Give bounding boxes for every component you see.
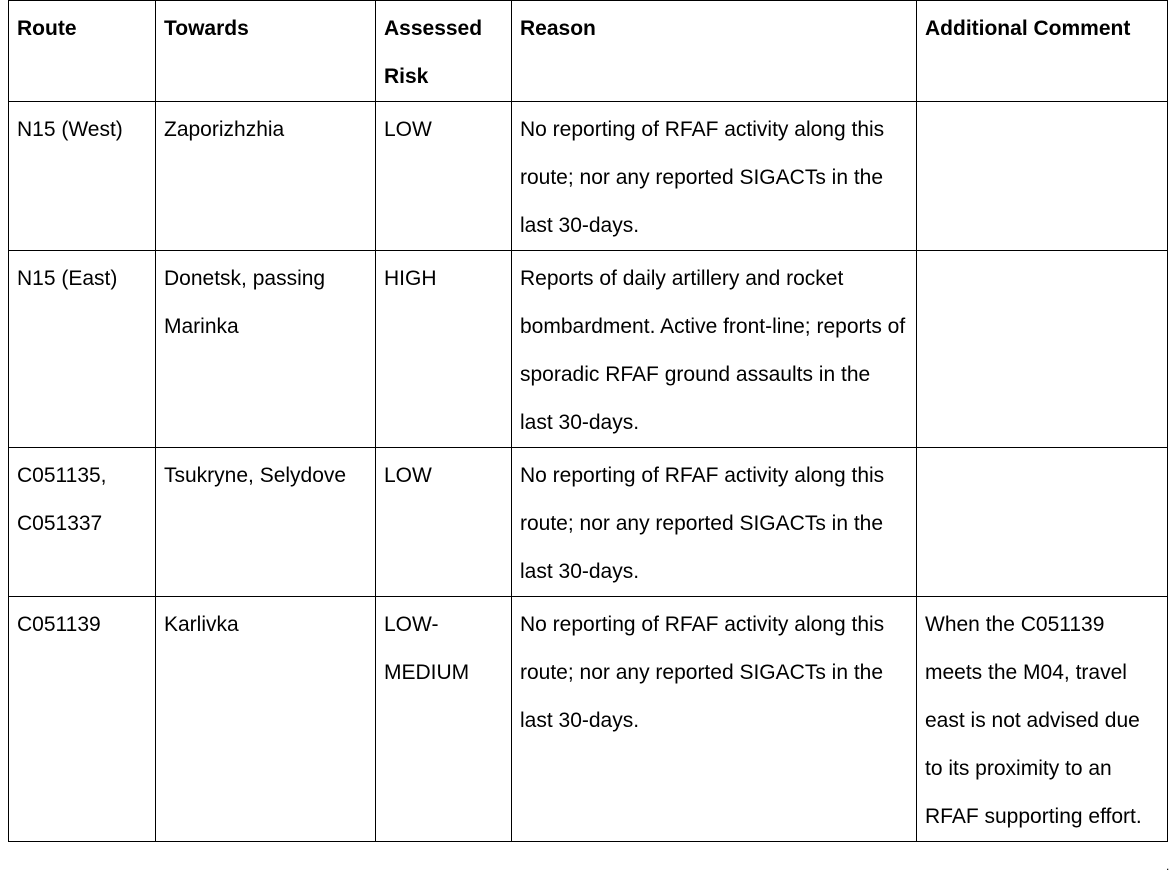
route-risk-table xyxy=(8,0,1168,842)
cell-risk: LOW xyxy=(376,102,512,251)
cell-risk: LOW-MEDIUM xyxy=(376,597,512,842)
header-additional-comment: Additional Comment xyxy=(917,1,1168,102)
cell-towards: Zaporizhzhia xyxy=(156,102,376,251)
cell-towards: Tsukryne, Selydove xyxy=(156,448,376,597)
header-reason: Reason xyxy=(512,1,917,102)
cell-comment xyxy=(917,448,1168,597)
header-assessed-risk: Assessed Risk xyxy=(376,1,512,102)
cell-route: C051135, C051337 xyxy=(9,448,156,597)
cell-route: N15 (East) xyxy=(9,251,156,448)
cell-comment xyxy=(917,102,1168,251)
cell-route: C051139 xyxy=(9,597,156,842)
cell-reason: No reporting of RFAF activity along this route; nor any reported SIGACTs in the last 30-days. xyxy=(512,448,917,597)
cell-reason: No reporting of RFAF activity along this route; nor any reported SIGACTs in the last 30-days. xyxy=(512,597,917,842)
cell-towards: Donetsk, passing Marinka xyxy=(156,251,376,448)
cell-route: N15 (West) xyxy=(9,102,156,251)
cell-risk: HIGH xyxy=(376,251,512,448)
cell-comment: When the C051139 meets the M04, travel east is not advised due to its proximity to an RFAF supporting effort. xyxy=(917,597,1168,842)
header-route: Route xyxy=(9,1,156,102)
cell-reason: Reports of daily artillery and rocket bombardment. Active front-line; reports of sporadic RFAF ground assaults in the last 30-days. xyxy=(512,251,917,448)
cell-reason: No reporting of RFAF activity along this route; nor any reported SIGACTs in the last 30-days. xyxy=(512,102,917,251)
table-row xyxy=(9,102,1168,251)
table-row xyxy=(9,597,1168,842)
cell-towards: Karlivka xyxy=(156,597,376,842)
header-towards: Towards xyxy=(156,1,376,102)
cell-risk: LOW xyxy=(376,448,512,597)
cell-comment xyxy=(917,251,1168,448)
table-row xyxy=(9,448,1168,597)
table-header-row xyxy=(9,1,1168,102)
trailing-period-mark: . xyxy=(1166,859,1170,873)
table-row xyxy=(9,251,1168,448)
